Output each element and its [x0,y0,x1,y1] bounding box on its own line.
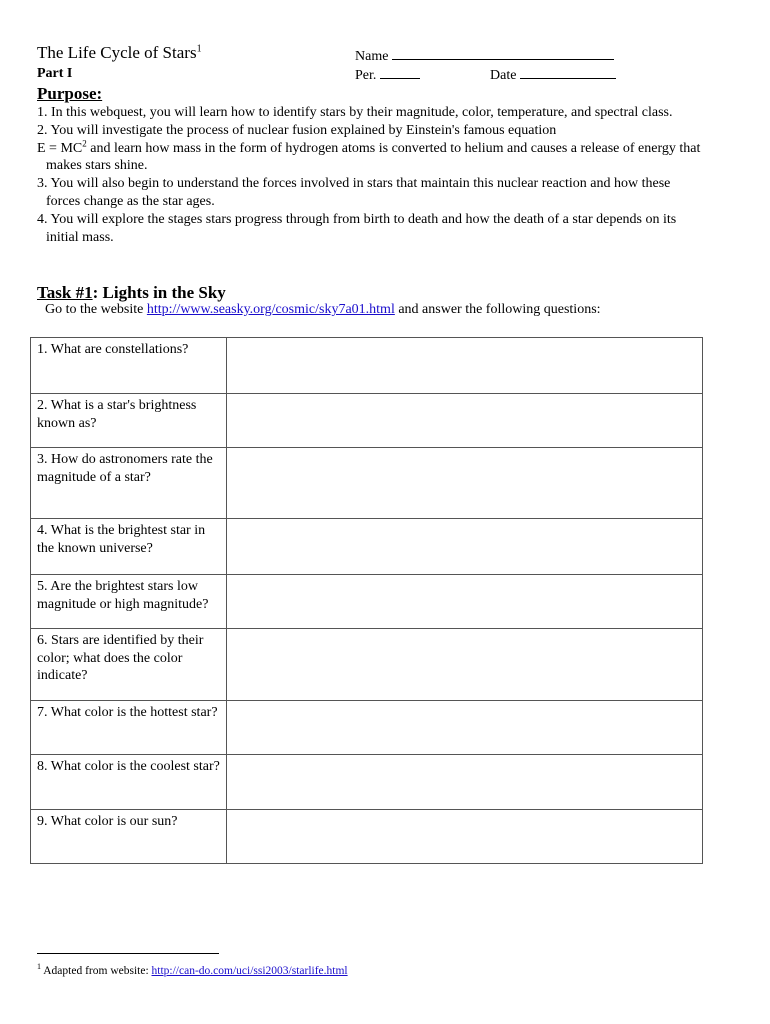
answer-cell[interactable] [227,519,703,575]
title-footnote-mark: 1 [196,43,202,55]
purpose-item: 2. You will investigate the process of nuclear fusion explained by Einstein's famous equation [37,122,557,138]
table-row [31,701,703,755]
table-row [31,448,703,519]
question-cell: 1. What are constellations? [31,338,227,394]
table-row [31,575,703,629]
purpose-item: 3. You will also begin to understand the forces involved in stars that maintain this nuclear reaction and how these forces change as the star ages. [37,176,671,209]
table-row [31,519,703,575]
footnote-mark: 1 [37,962,41,971]
answer-cell[interactable] [227,575,703,629]
date-label: Date [490,68,517,83]
period-field[interactable] [355,66,420,84]
name-field[interactable] [355,47,614,65]
name-blank[interactable] [392,47,614,60]
seasky-link[interactable]: http://www.seasky.org/cosmic/sky7a01.html [146,302,395,317]
purpose-item: $E = MC^2$ and learn how mass in the form of hydrogen atoms is converted to helium and causes a release of energy that makes stars shine. [37,137,701,174]
question-cell: 6. Stars are identified by their color; what does the color indicate? [31,629,227,701]
question-cell: 5. Are the brightest stars low magnitude or high magnitude? [31,575,227,629]
answer-cell[interactable] [227,629,703,701]
question-cell: 3. How do astronomers rate the magnitude of a star? [31,448,227,519]
task-instruction: Go to the website http://www.seasky.org/cosmic/sky7a01.html and answer the following questions: [45,302,601,317]
purpose-heading: Purpose: [37,84,103,103]
period-label: Per. [355,68,377,83]
table-row [31,810,703,864]
date-blank[interactable] [520,66,616,79]
answer-cell[interactable] [227,810,703,864]
table-row [31,338,703,394]
table-row [31,755,703,810]
starlife-link[interactable]: http://can-do.com/uci/ssi2003/starlife.html [151,964,348,977]
purpose-item: 1. In this webquest, you will learn how to identify stars by their magnitude, color, temperature, and spectral class. [37,105,673,120]
answer-cell[interactable] [227,338,703,394]
question-cell: 7. What color is the hottest star? [31,701,227,755]
purpose-list [37,104,702,246]
period-blank[interactable] [380,66,420,79]
part-label: Part I [37,66,73,81]
footnote: $^1$ Adapted from website: http://can-do.com/uci/ssi2003/starlife.html [37,962,348,977]
date-field[interactable] [490,66,616,84]
answer-cell[interactable] [227,701,703,755]
footnote-divider [37,953,219,954]
answer-cell[interactable] [227,755,703,810]
task-heading: Task #1: Lights in the Sky [37,283,226,302]
answer-cell[interactable] [227,394,703,448]
question-cell: 8. What color is the coolest star? [31,755,227,810]
table-row [31,629,703,701]
answer-cell[interactable] [227,448,703,519]
page-title: The Life Cycle of Stars$^1$ [37,43,202,62]
question-cell: 4. What is the brightest star in the known universe? [31,519,227,575]
table-row [31,394,703,448]
questions-table [30,337,703,864]
name-label: Name [355,49,389,64]
question-cell: 9. What color is our sun? [31,810,227,864]
question-cell: 2. What is a star's brightness known as? [31,394,227,448]
purpose-item: 4. You will explore the stages stars progress through from birth to death and how the death of a star depends on its initial mass. [37,211,677,245]
